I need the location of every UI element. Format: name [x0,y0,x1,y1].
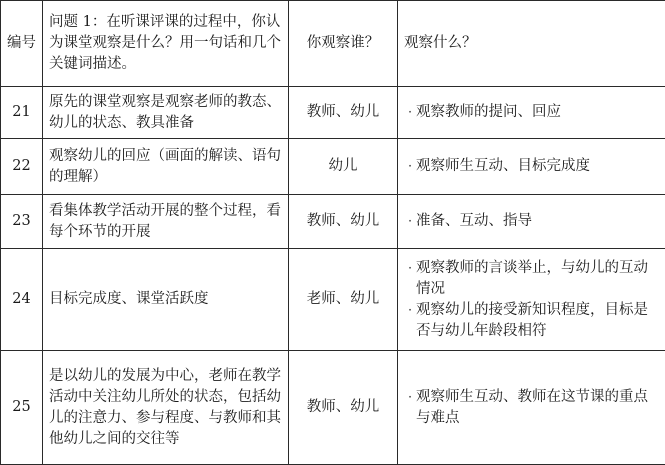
what-item-text: 观察教师的言谈举止，与幼儿的互动情况 [416,259,648,297]
bullet-icon: · [408,260,412,275]
table-row [1,139,665,195]
row-id: 21 [1,87,43,139]
header-question: 问题 1：在听课评课的过程中，你认为课堂观察是什么？用一句话和几个关键词描述。 [43,1,289,87]
bullet-icon: · [408,214,412,228]
what-item-text: 观察师生互动、目标完成度 [416,158,590,174]
table-row [1,87,665,139]
row-id: 23 [1,195,43,249]
row-who: 教师、幼儿 [289,195,398,249]
header-who: 你观察谁？ [289,1,398,87]
what-item [404,300,659,342]
table-row [1,351,665,465]
bullet-icon: · [408,159,412,173]
header-what: 观察什么？ [398,1,665,87]
row-who: 老师、幼儿 [289,249,398,351]
row-answer: 看集体教学活动开展的整个过程，看每个环节的开展 [43,195,289,249]
row-what [398,249,665,351]
row-answer: 目标完成度、课堂活跃度 [43,249,289,351]
what-item [404,211,659,232]
bullet-icon: · [408,302,412,317]
table-row [1,249,665,351]
row-id: 22 [1,139,43,195]
row-what [398,87,665,139]
table-row [1,195,665,249]
what-item [404,102,659,123]
what-item [404,156,659,177]
row-what [398,139,665,195]
what-item-text: 准备、互动、指导 [416,213,532,229]
row-who: 教师、幼儿 [289,87,398,139]
what-item-text: 观察幼儿的接受新知识程度，目标是否与幼儿年龄段相符 [416,301,648,339]
row-answer: 是以幼儿的发展为中心，老师在教学活动中关注幼儿所处的状态，包括幼儿的注意力、参与程度、与教师和其他幼儿之间的交往等 [43,351,289,465]
what-item [404,387,659,429]
row-answer: 观察幼儿的回应（画面的解读、语句的理解） [43,139,289,195]
row-what [398,195,665,249]
row-who: 幼儿 [289,139,398,195]
row-who: 教师、幼儿 [289,351,398,465]
what-item-text: 观察教师的提问、回应 [416,104,561,120]
row-id: 25 [1,351,43,465]
table-header-row [1,1,665,87]
what-item-text: 观察师生互动、教师在这节课的重点与难点 [416,388,648,426]
bullet-icon: · [408,389,412,404]
row-what [398,351,665,465]
header-id: 编号 [1,1,43,87]
row-answer: 原先的课堂观察是观察老师的教态、幼儿的状态、教具准备 [43,87,289,139]
what-item [404,258,659,300]
row-id: 24 [1,249,43,351]
bullet-icon: · [408,105,412,119]
